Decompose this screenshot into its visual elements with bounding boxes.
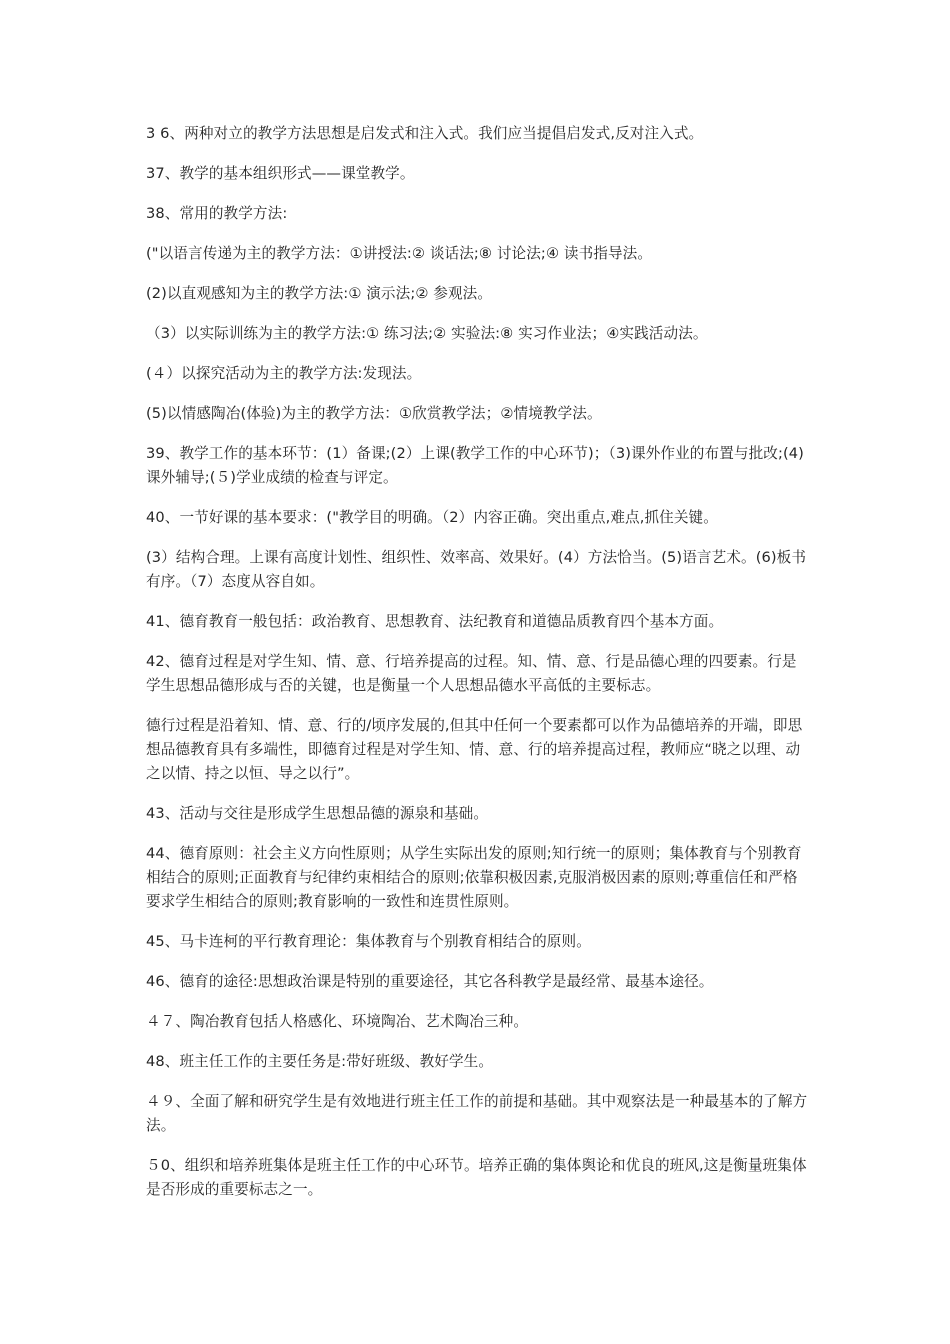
paragraph-44: 44、德育原则：社会主义方向性原则；从学生实际出发的原则;知行统一的原则；集体教育与个别教育相结合的原则;正面教育与纪律约束相结合的原则;依靠积极因素,克服消极因素的原则;尊重信任和严格要求学生相结合的原则;教育影响的一致性和连贯性原则。 (146, 845, 802, 910)
paragraph-46: 46、德育的途径:思想政治课是特别的重要途径，其它各科教学是最经常、最基本途径。 (146, 973, 714, 990)
paragraph-41: 41、德育教育一般包括：政治教育、思想教育、法纪教育和道德品质教育四个基本方面。 (146, 613, 724, 630)
paragraph-38: 38、常用的教学方法: (146, 205, 288, 222)
paragraph-47: ４７、陶冶教育包括人格感化、环境陶冶、艺术陶冶三种。 (146, 1013, 529, 1030)
paragraph-38-4: (４）以探究活动为主的教学方法:发现法。 (146, 365, 422, 382)
paragraph-39: 39、教学工作的基本环节：(1）备课;(2）上课(教学工作的中心环节)；（3)课外作业的布置与批改;(4)课外辅导;(５)学业成绩的检查与评定。 (146, 445, 804, 486)
paragraph-50: ５0、组织和培养班集体是班主任工作的中心环节。培养正确的集体舆论和优良的班风,这是衡量班集体是否形成的重要标志之一。 (146, 1157, 807, 1198)
paragraph-40: 40、一节好课的基本要求：("教学目的明确。（2）内容正确。突出重点,难点,抓住关键。 (146, 509, 718, 526)
paragraph-38-3: （3）以实际训练为主的教学方法:① 练习法;② 实验法:⑧ 实习作业法；④实践活动法。 (146, 325, 708, 342)
paragraph-48: 48、班主任工作的主要任务是:带好班级、教好学生。 (146, 1053, 494, 1070)
paragraph-36: 3 6、两种对立的教学方法思想是启发式和注入式。我们应当提倡启发式,反对注入式。 (146, 125, 704, 142)
paragraph-37: 37、教学的基本组织形式——课堂教学。 (146, 165, 415, 182)
paragraph-38-1: ("以语言传递为主的教学方法：①讲授法:② 谈话法;⑧ 讨论法;④ 读书指导法。 (146, 245, 653, 262)
document-page (146, 122, 810, 1218)
paragraph-49: ４９、全面了解和研究学生是有效地进行班主任工作的前提和基础。其中观察法是一种最基本的了解方法。 (146, 1093, 808, 1134)
paragraph-43: 43、活动与交往是形成学生思想品德的源泉和基础。 (146, 805, 489, 822)
paragraph-40-cont: (3）结构合理。上课有高度计划性、组织性、效率高、效果好。(4）方法恰当。(5)语言艺术。(6)板书有序。（7）态度从容自如。 (146, 549, 807, 590)
paragraph-42: 42、德育过程是对学生知、情、意、行培养提高的过程。知、情、意、行是品德心理的四要素。行是学生思想品德形成与否的关键，也是衡量一个人思想品德水平高低的主要标志。 (146, 653, 797, 694)
paragraph-38-2: (2)以直观感知为主的教学方法:① 演示法;② 参观法。 (146, 285, 493, 302)
paragraph-38-5: (5)以情感陶冶(体验)为主的教学方法：①欣赏教学法；②情境教学法。 (146, 405, 602, 422)
paragraph-45: 45、马卡连柯的平行教育理论：集体教育与个别教育相结合的原则。 (146, 933, 591, 950)
paragraph-42-cont: 德行过程是沿着知、情、意、行的/顷序发展的,但其中任何一个要素都可以作为品德培养的开端，即思想品德教育具有多端性，即德育过程是对学生知、情、意、行的培养提高过程，教师应“晓之以理、动之以情、持之以恒、导之以行”。 (146, 717, 803, 782)
